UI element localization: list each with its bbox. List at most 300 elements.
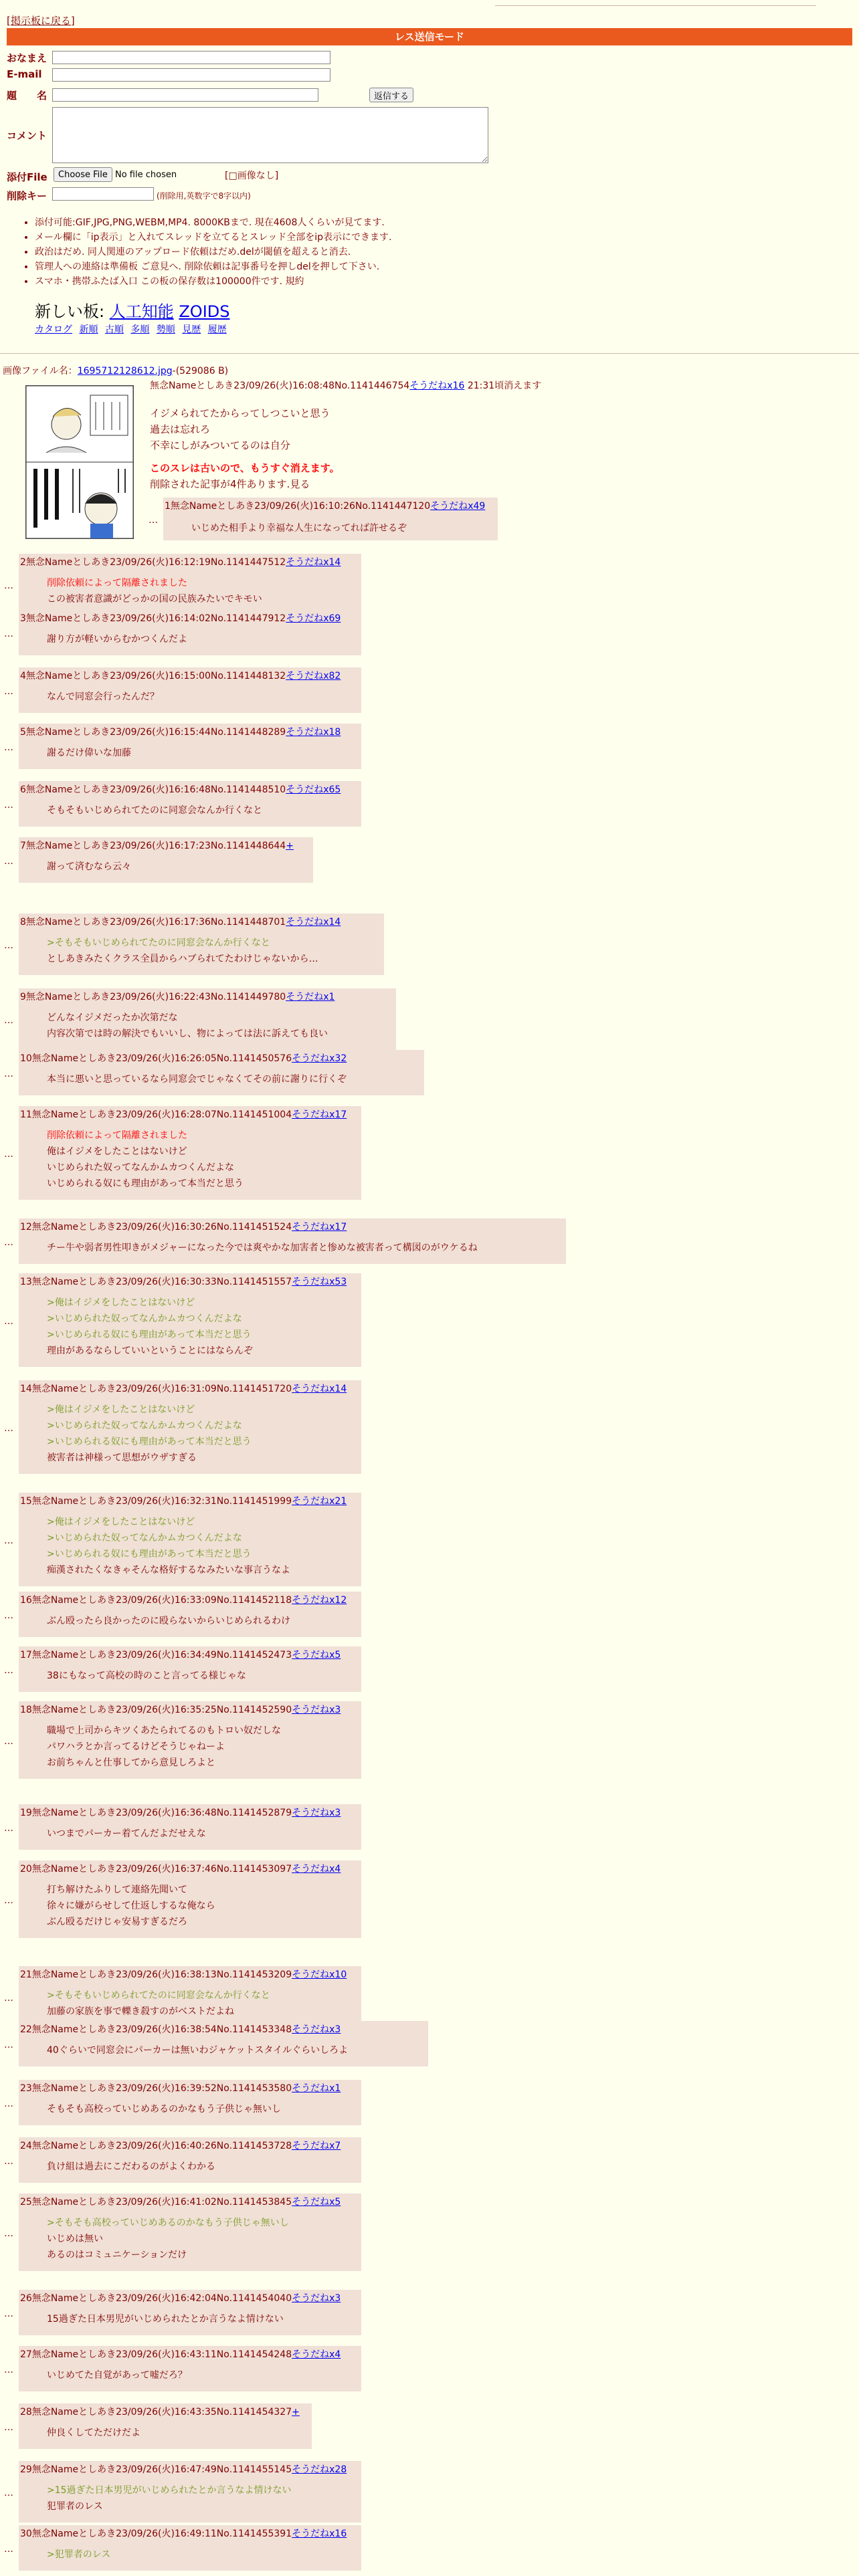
reply-meta[interactable]: 無念Nameとしあき23/09/26(火)16:42:04No.1141454040 (31, 2293, 292, 2304)
reply-post (19, 2021, 428, 2066)
sodane-button[interactable]: そうだねx7 (292, 2141, 341, 2151)
subject-label: 題 名 (7, 90, 47, 102)
reply-menu-icon[interactable]: … (4, 1736, 13, 1747)
reply-header (20, 2022, 341, 2036)
reply-menu-icon[interactable]: … (4, 856, 13, 867)
reply-menu-icon[interactable]: … (4, 1316, 13, 1327)
quote-line: >俺はイジメをしたことはないけど (47, 1404, 195, 1415)
quote-line: >15過ぎた日本男児がいじめられたとか言うなよ情けない (47, 2485, 292, 2496)
reply-header (20, 1967, 347, 1981)
new-board-link-ai[interactable]: 人工知能 (109, 302, 174, 321)
reply-post (19, 2080, 361, 2125)
expiry-warning: このスレは古いので、もうすぐ消えます。 (150, 462, 340, 474)
reply-header (20, 611, 341, 625)
reply-post (19, 1860, 361, 1938)
reply-menu-icon[interactable]: … (4, 1423, 13, 1434)
reply-meta[interactable]: 無念Nameとしあき23/09/26(火)16:15:44No.1141448289 (25, 727, 286, 738)
sodane-button[interactable]: そうだねx21 (292, 1496, 347, 1507)
sodane-button[interactable]: そうだねx4 (292, 2349, 341, 2360)
reply-number: 19 (20, 1808, 32, 1818)
reply-menu-icon[interactable]: … (4, 2422, 13, 2433)
reply-header (20, 2347, 341, 2361)
reply-meta[interactable]: 無念Nameとしあき23/09/26(火)16:35:25No.1141452590 (31, 1705, 292, 1715)
reply-body (47, 2215, 289, 2263)
quote-line: >いじめられる奴にも理由があって本当だと思う (47, 1329, 252, 1340)
op-line: イジメられてたからってしつこいと思う (150, 407, 330, 419)
reply-meta[interactable]: 無念Nameとしあき23/09/26(火)16:31:09No.1141451720 (31, 1384, 292, 1394)
email-label: E-mail (7, 68, 42, 80)
sodane-button[interactable]: そうだねx3 (292, 1808, 341, 1818)
reply-header (165, 499, 485, 512)
reply-header (20, 669, 341, 682)
reply-number: 12 (20, 1222, 32, 1232)
reply-meta[interactable]: 無念Nameとしあき23/09/26(火)16:14:02No.1141447912 (25, 613, 286, 624)
reply-number: 2 (20, 557, 26, 568)
reply-header (20, 1806, 341, 1819)
reply-post (19, 2461, 361, 2523)
reply-meta[interactable]: 無念Nameとしあき23/09/26(火)16:30:26No.1141451524 (31, 1222, 292, 1232)
reply-menu-icon[interactable]: … (4, 1149, 13, 1160)
sodane-button[interactable]: そうだねx4 (292, 1864, 341, 1874)
reply-line: チー牛や弱者男性叩きがメジャーになった今では爽やかな加害者と惨めな被害者って構図のがウケるね (47, 1243, 478, 1253)
reply-number: 22 (20, 2024, 32, 2035)
reply-line: 40ぐらいで同窓会にパーカーは無いわジャケットスタイルぐらいしろよ (47, 2045, 349, 2056)
reply-line: 負け組は過去にこだわるのがよくわかる (47, 2161, 215, 2172)
removed-notice: 削除依頼によって隔離されました (47, 1130, 187, 1141)
op-body (150, 405, 340, 492)
reply-post (19, 1646, 361, 1692)
reply-body (47, 2547, 110, 2563)
reply-menu-icon[interactable]: … (4, 1610, 13, 1621)
sodane-button[interactable]: そうだねx16 (292, 2529, 347, 2539)
reply-body (47, 859, 131, 875)
no-file-chosen-text: No file chosen (115, 170, 177, 180)
reply-line: としあきみたくクラス全員からハブられてたわけじゃないから… (47, 954, 318, 964)
op-header (150, 379, 541, 392)
reply-number: 6 (20, 784, 26, 795)
sodane-button[interactable]: そうだねx82 (286, 671, 341, 681)
sodane-button[interactable]: そうだねx14 (286, 557, 341, 568)
reply-line: 俺はイジメをしたことはないけど (47, 1146, 187, 1157)
choose-file-button[interactable]: Choose File (54, 167, 112, 182)
reply-post (163, 498, 498, 540)
reply-menu-icon[interactable]: … (4, 1665, 13, 1676)
sodane-button[interactable]: そうだねx49 (430, 501, 486, 512)
reply-post (19, 724, 361, 769)
reply-header (20, 1382, 347, 1395)
reply-meta[interactable]: 無念Nameとしあき23/09/26(火)16:22:43No.1141449780 (25, 992, 286, 1002)
sodane-button[interactable]: そうだねx17 (292, 1109, 347, 1120)
reply-meta[interactable]: 無念Nameとしあき23/09/26(火)16:12:19No.1141447512 (25, 557, 286, 568)
reply-number: 5 (20, 727, 26, 738)
reply-header (20, 2081, 341, 2095)
sort-new-link[interactable]: 新順 (79, 324, 98, 335)
reply-menu-icon[interactable]: … (4, 629, 13, 639)
reply-menu-icon[interactable]: … (4, 1895, 13, 1906)
reply-header (20, 725, 341, 738)
reply-meta[interactable]: 無念Nameとしあき23/09/26(火)16:26:05No.1141450576 (31, 1053, 292, 1064)
reply-number: 11 (20, 1109, 32, 1120)
op-post-meta: 無念Nameとしあき23/09/26(火)16:08:48No.1141446754 (150, 381, 410, 391)
reply-line: そもそも高校っていじめあるのかなもう子供じゃ無いし (47, 2104, 281, 2115)
reply-post (19, 1966, 361, 2028)
reply-body (47, 1071, 347, 1087)
reply-header (20, 1107, 347, 1121)
reply-line: ぶん殴ったら良かったのに殴らないからいじめられるわけ (47, 1616, 290, 1626)
reply-line: 仲良くしてただけだよ (47, 2428, 140, 2438)
reply-number: 8 (20, 917, 26, 928)
viewed-history-link[interactable]: 見歴 (182, 324, 201, 335)
delete-key-field[interactable] (52, 187, 154, 201)
new-board-announcement (35, 298, 229, 322)
reply-menu-icon[interactable]: … (4, 2228, 13, 2239)
manga-thumbnail-icon (26, 386, 133, 538)
reply-body (47, 1240, 478, 1256)
reply-menu-icon[interactable]: … (4, 2544, 13, 2555)
reply-line: 38にもなって高校の時のこと言ってる様じゃな (47, 1671, 246, 1681)
reply-line: なんで同窓会行ったんだ？ (47, 691, 159, 702)
reply-line: 謝るだけ偉いな加藤 (47, 748, 131, 758)
reply-menu-icon[interactable]: … (4, 940, 13, 951)
reply-meta[interactable]: 無念Nameとしあき23/09/26(火)16:43:11No.1141454248 (31, 2349, 292, 2360)
reply-line: 謝り方が軽いからむかつくんだよ (47, 634, 187, 645)
reply-line: お前ちゃんと仕事してから意見しろよと (47, 1757, 215, 1768)
reply-body (47, 1826, 206, 1842)
sodane-button[interactable]: そうだねx5 (292, 2197, 341, 2208)
reply-meta[interactable]: 無念Nameとしあき23/09/26(火)16:34:49No.1141452473 (31, 1650, 292, 1660)
file-info-prefix: 画像ファイル名： (3, 366, 78, 377)
reply-menu-icon[interactable]: … (4, 742, 13, 753)
reply-body (47, 802, 262, 819)
reply-line: パワハラとか言ってるけどそうじゃねーよ (47, 1741, 225, 1752)
history-link[interactable]: 履歴 (207, 324, 227, 335)
reply-body (47, 2311, 284, 2327)
submit-reply-button[interactable]: 返信する (369, 88, 413, 102)
reply-number: 20 (20, 1864, 32, 1874)
note-item: • スマホ・携帯ふたば入口 この板の保存数は100000件です. 規約 (35, 274, 391, 289)
reply-number: 13 (20, 1277, 32, 1287)
board-notes (35, 215, 391, 289)
op-sodane-button[interactable]: そうだねx16 (409, 381, 465, 391)
sodane-button[interactable]: そうだねx18 (286, 727, 341, 738)
reply-post (19, 1380, 361, 1474)
reply-number: 9 (20, 992, 26, 1002)
top-divider (495, 5, 816, 6)
quote-line: >犯罪者のレス (47, 2549, 111, 2560)
reply-body (47, 1988, 270, 2020)
reply-post (19, 1493, 361, 1586)
name-label: おなまえ (7, 52, 47, 64)
reply-post (19, 914, 384, 975)
reply-meta[interactable]: 無念Nameとしあき23/09/26(火)16:17:36No.1141448701 (25, 917, 286, 928)
reply-body (47, 1128, 244, 1192)
reply-line: いじめられた奴ってなんかムカつくんだよな (47, 1162, 234, 1173)
reply-post (19, 2403, 312, 2449)
reply-post (19, 2137, 361, 2183)
reply-number: 25 (20, 2197, 32, 2208)
reply-header (20, 1051, 347, 1065)
reply-header (20, 2195, 341, 2208)
reply-header (20, 2139, 341, 2152)
reply-meta[interactable]: 無念Nameとしあき23/09/26(火)16:39:52No.1141453580 (31, 2083, 292, 2094)
reply-meta[interactable]: 無念Nameとしあき23/09/26(火)16:28:07No.1141451004 (31, 1109, 292, 1120)
reply-body (47, 2101, 281, 2117)
reply-meta[interactable]: 無念Nameとしあき23/09/26(火)16:49:11No.1141455391 (31, 2529, 292, 2539)
reply-body (47, 2042, 348, 2058)
reply-body (47, 631, 187, 647)
note-item: • メール欄に「ip表示」と入れてスレッドを立てるとスレッド全部をip表示にできます. (35, 230, 391, 245)
sodane-button[interactable]: そうだねx17 (292, 1222, 347, 1232)
reply-menu-icon[interactable]: … (4, 2488, 13, 2498)
reply-post (19, 1050, 424, 1095)
reply-header (20, 2405, 300, 2418)
quote-line: >いじめられる奴にも理由があって本当だと思う (47, 1436, 252, 1447)
reply-body (47, 1613, 290, 1629)
reply-meta[interactable]: 無念Nameとしあき23/09/26(火)16:17:23No.1141448644 (25, 841, 286, 851)
sodane-button[interactable]: + (286, 841, 294, 851)
reply-line: 15過ぎた日本男児がいじめられたとか言うなよ情けない (47, 2314, 284, 2325)
reply-menu-icon[interactable]: … (4, 580, 13, 591)
reply-meta[interactable]: 無念Nameとしあき23/09/26(火)16:38:13No.1141453209 (31, 1969, 292, 1980)
reply-body (47, 1668, 246, 1684)
reply-line: 打ち解けたふりして連絡先聞いて (47, 1885, 187, 1895)
reply-header (20, 2527, 347, 2540)
sodane-button[interactable]: そうだねx65 (286, 784, 341, 795)
reply-post (19, 1701, 361, 1779)
no-image-checkbox[interactable]: [□画像なし] (225, 171, 279, 181)
op-line: 過去は忘れろ (150, 423, 211, 435)
sodane-button[interactable]: そうだねx1 (286, 992, 335, 1002)
note-item: • 添付可能:GIF,JPG,PNG,WEBM,MP4. 8000KBまで. 現在4608人くらいが見てます. (35, 215, 391, 230)
reply-line: 痴漢されたくなきゃそんな格好するなみたいな事言うなよ (47, 1565, 290, 1576)
sodane-button[interactable]: そうだねx10 (292, 1969, 347, 1980)
reply-post (19, 1106, 361, 1200)
reply-line: 徐々に嫌がらせして仕返しするな俺なら (47, 1901, 215, 1911)
reply-line: いじめられる奴にも理由があって本当だと思う (47, 1178, 244, 1189)
reply-post (19, 2346, 361, 2391)
catalog-link[interactable]: カタログ (35, 324, 72, 335)
quote-line: >いじめられた奴ってなんかムカつくんだよな (47, 1313, 242, 1324)
reply-meta[interactable]: 無念Nameとしあき23/09/26(火)16:33:09No.1141452118 (31, 1595, 292, 1606)
reply-meta[interactable]: 無念Nameとしあき23/09/26(火)16:10:26No.1141447120 (170, 501, 431, 512)
board-nav-links (35, 322, 231, 336)
sodane-button[interactable]: そうだねx53 (292, 1277, 347, 1287)
reply-menu-icon[interactable]: … (4, 686, 13, 697)
reply-line: 本当に悪いと思っているなら同窓会でじゃなくてその前に謝りに行くぞ (47, 1074, 347, 1085)
reply-body (47, 1402, 252, 1466)
file-info (3, 364, 228, 377)
reply-post (19, 2193, 361, 2271)
reply-meta[interactable]: 無念Nameとしあき23/09/26(火)16:41:02No.1141453845 (31, 2197, 292, 2208)
sodane-button[interactable]: そうだねx14 (292, 1384, 347, 1394)
sodane-button[interactable]: そうだねx32 (292, 1053, 347, 1064)
reply-menu-icon[interactable]: … (4, 1823, 13, 1834)
reply-meta[interactable]: 無念Nameとしあき23/09/26(火)16:38:54No.1141453348 (31, 2024, 292, 2035)
op-expiry: 21:31頃消えます (464, 381, 542, 391)
reply-post (19, 781, 361, 827)
delete-key-note: (削除用,英数字で8字以内) (157, 191, 251, 201)
sodane-button[interactable]: そうだねx5 (292, 1650, 341, 1660)
reply-post (19, 1592, 361, 1637)
reply-menu-icon[interactable]: … (4, 2365, 13, 2375)
reply-menu-icon[interactable]: … (4, 1993, 13, 2004)
reply-post (19, 1273, 361, 1367)
deleted-posts-notice[interactable]: 削除された記事が4件あります.見る (150, 478, 310, 490)
reply-body (47, 575, 262, 607)
reply-number: 17 (20, 1650, 32, 1660)
reply-number: 7 (20, 841, 26, 851)
reply-meta[interactable]: 無念Nameとしあき23/09/26(火)16:32:31No.1141451999 (31, 1496, 292, 1507)
sodane-button[interactable]: そうだねx69 (286, 613, 341, 624)
reply-menu-icon[interactable]: … (4, 2040, 13, 2050)
reply-line: この被害者意識がどっかの国の民族みたいでキモい (47, 594, 262, 605)
reply-header (20, 1220, 347, 1233)
reply-body (47, 689, 159, 705)
image-file-link[interactable]: 1695712128612.jpg (77, 366, 173, 377)
reply-menu-icon[interactable]: … (4, 1535, 13, 1546)
reply-menu-icon[interactable]: … (4, 1237, 13, 1248)
reply-number: 23 (20, 2083, 32, 2094)
reply-header (20, 1275, 347, 1288)
quote-line: >俺はイジメをしたことはないけど (47, 1517, 195, 1527)
thread-divider (0, 353, 859, 354)
quote-line: >いじめられた奴ってなんかムカつくんだよな (47, 1533, 242, 1543)
reply-meta[interactable]: 無念Nameとしあき23/09/26(火)16:47:49No.1141455145 (31, 2464, 292, 2475)
reply-header (20, 2291, 341, 2304)
file-label: 添付File (7, 171, 47, 183)
sort-old-link[interactable]: 古順 (104, 324, 124, 335)
sodane-button[interactable]: そうだねx14 (286, 917, 341, 928)
back-to-board-link[interactable]: [掲示板に戻る] (7, 15, 75, 27)
reply-number: 27 (20, 2349, 32, 2360)
note-item: • 管理人への連絡は準備板 ご意見へ. 削除依頼は記事番号を押しdelを押して下さい. (35, 259, 391, 274)
reply-menu-icon[interactable]: … (4, 2099, 13, 2109)
sodane-button[interactable]: + (292, 2407, 300, 2418)
reply-body (47, 2367, 187, 2383)
quote-line: >そもそも高校っていじめあるのかなもう子供じゃ無いし (47, 2218, 289, 2228)
comment-label: コメント (7, 130, 47, 142)
reply-number: 28 (20, 2407, 32, 2418)
subject-field[interactable] (52, 88, 318, 102)
reply-line: どんなイジメだったか次第だな (47, 1012, 178, 1023)
reply-body (191, 520, 407, 536)
reply-meta[interactable]: 無念Nameとしあき23/09/26(火)16:40:26No.1141453728 (31, 2141, 292, 2151)
removed-notice: 削除依頼によって隔離されました (47, 578, 187, 588)
reply-line: いじめた相手より幸福な人生になってれば許せるぞ (191, 523, 407, 534)
new-board-prefix: 新しい板: (35, 302, 110, 321)
reply-menu-icon[interactable]: … (4, 2309, 13, 2319)
reply-line: いつまでパーカー着てんだよだせえな (47, 1828, 206, 1839)
reply-line: いじめてた自覚があって嘘だろ？ (47, 2370, 187, 2381)
reply-menu-icon[interactable]: … (149, 515, 158, 526)
reply-header (20, 839, 294, 852)
reply-header (20, 1593, 347, 1606)
quote-line: >俺はイジメをしたことはないけど (47, 1297, 195, 1308)
reply-body (47, 2482, 292, 2514)
file-size: -(529086 B) (172, 366, 229, 377)
reply-meta[interactable]: 無念Nameとしあき23/09/26(火)16:15:00No.1141448132 (25, 671, 286, 681)
reply-number: 10 (20, 1053, 32, 1064)
sodane-button[interactable]: そうだねx3 (292, 2024, 341, 2035)
reply-line: 犯罪者のレス (47, 2501, 103, 2512)
reply-body (47, 1723, 281, 1771)
reply-number: 1 (165, 501, 171, 512)
reply-line: 謝って済むなら云々 (47, 861, 131, 872)
reply-meta[interactable]: 無念Nameとしあき23/09/26(火)16:16:48No.1141448510 (25, 784, 286, 795)
reply-number: 14 (20, 1384, 32, 1394)
reply-line: 理由があるならしていいということにはならんぞ (47, 1346, 253, 1356)
reply-number: 16 (20, 1595, 32, 1606)
reply-meta[interactable]: 無念Nameとしあき23/09/26(火)16:37:46No.1141453097 (31, 1864, 292, 1874)
reply-menu-icon[interactable]: … (4, 800, 13, 811)
reply-meta[interactable]: 無念Nameとしあき23/09/26(火)16:30:33No.1141451557 (31, 1277, 292, 1287)
reply-number: 21 (20, 1969, 32, 1980)
reply-header (20, 555, 341, 568)
reply-post (19, 667, 361, 713)
reply-line: ぶん殴るだけじゃ安易すぎるだろ (47, 1917, 187, 1927)
reply-body (47, 1295, 253, 1359)
sodane-button[interactable]: そうだねx12 (292, 1595, 347, 1606)
name-field[interactable] (52, 51, 330, 64)
reply-menu-icon[interactable]: … (4, 2156, 13, 2167)
reply-header (20, 782, 341, 796)
reply-meta[interactable]: 無念Nameとしあき23/09/26(火)16:43:35No.1141454327 (31, 2407, 292, 2418)
reply-line: 職場で上司からキツくあたられてるのもトロい奴だしな (47, 1725, 281, 1736)
op-line: 不幸にしがみついてるのは自分 (150, 439, 290, 451)
reply-menu-icon[interactable]: … (4, 1069, 13, 1079)
new-board-link-zoids[interactable]: ZOIDS (179, 302, 230, 321)
reply-number: 15 (20, 1496, 32, 1507)
reply-body (47, 1514, 290, 1578)
reply-number: 4 (20, 671, 26, 681)
reply-header (20, 1703, 341, 1716)
reply-meta[interactable]: 無念Nameとしあき23/09/26(火)16:36:48No.1141452879 (31, 1808, 292, 1818)
reply-number: 24 (20, 2141, 32, 2151)
sodane-button[interactable]: そうだねx28 (292, 2464, 347, 2475)
sort-many-link[interactable]: 多順 (130, 324, 150, 335)
reply-header (20, 1648, 341, 1661)
reply-body (47, 1010, 328, 1042)
reply-number: 3 (20, 613, 26, 624)
reply-post (19, 2525, 361, 2571)
reply-menu-icon[interactable]: … (4, 1015, 13, 1026)
reply-body (47, 2425, 140, 2441)
quote-line: >そもそもいじめられてたのに同窓会なんか行くなと (47, 938, 270, 948)
reply-body (47, 745, 131, 761)
reply-post (19, 2290, 361, 2335)
quote-line: >いじめられる奴にも理由があって本当だと思う (47, 1549, 252, 1560)
reply-post (19, 988, 396, 1050)
sodane-button[interactable]: そうだねx1 (292, 2083, 341, 2094)
reply-post (19, 1218, 566, 1264)
reply-line: 内容次第では時の解決でもいいし、物によっては法に訴えても良い (47, 1029, 328, 1039)
reply-line: 加藤の家族を事で轢き殺すのがベストだよね (47, 2006, 234, 2017)
email-field[interactable] (52, 68, 330, 82)
reply-header (20, 1494, 347, 1507)
sodane-button[interactable]: そうだねx3 (292, 2293, 341, 2304)
reply-header (20, 990, 335, 1003)
sort-momentum-link[interactable]: 勢順 (156, 324, 175, 335)
sodane-button[interactable]: そうだねx3 (292, 1705, 341, 1715)
reply-line: そもそもいじめられてたのに同窓会なんか行くなと (47, 805, 262, 816)
quote-line: >そもそもいじめられてたのに同窓会なんか行くなと (47, 1990, 270, 2001)
quote-line: >いじめられた奴ってなんかムカつくんだよな (47, 1420, 242, 1431)
op-image-thumbnail[interactable] (25, 385, 134, 539)
reply-mode-bar: レス送信モード (7, 28, 852, 45)
comment-textarea[interactable] (52, 107, 488, 163)
reply-post (19, 610, 361, 655)
reply-line: あるのはコミュニケーションだけ (47, 2250, 187, 2260)
